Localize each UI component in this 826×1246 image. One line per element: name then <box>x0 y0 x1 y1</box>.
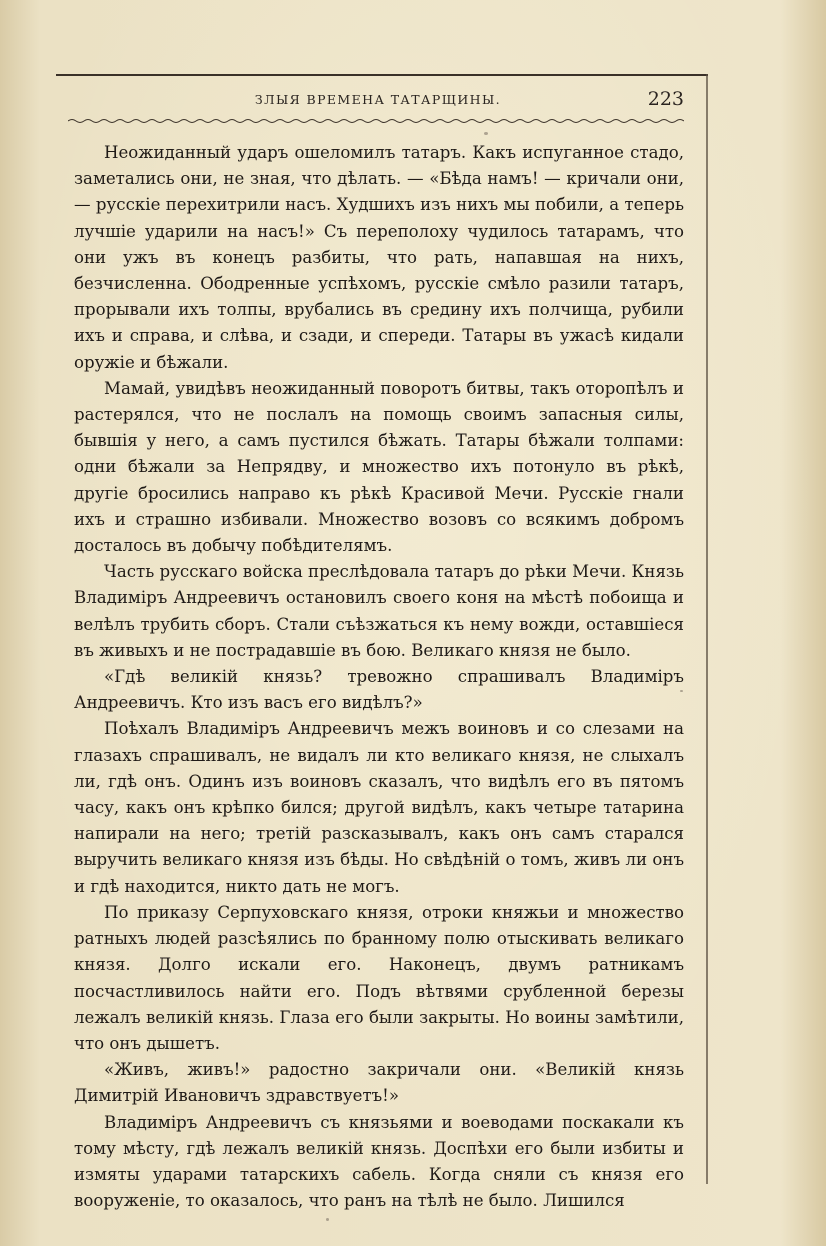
paragraph-1: Неожиданный ударъ ошеломилъ татаръ. Какъ испуганное стадо, заметались они, не зная, что дѣлать. — «Бѣда намъ! — кричали они, — русскіе перехитрили насъ. Худшихъ изъ нихъ мы побили, а теперь лучшіе ударили на насъ!» Съ переполоху чудилось татарамъ, что они ужъ въ конецъ разбиты, что рать, напавшая на нихъ, безчисленна. Ободренные успѣхомъ, русскіе смѣло разили татаръ, прорывали ихъ толпы, врубались въ средину ихъ полчища, рубили ихъ и справа, и слѣва, и сзади, и спереди. Татары въ ужасѣ кидали оружіе и бѣжали. <box>74 143 684 372</box>
paragraph-4: «Гдѣ великій князь? тревожно спрашивалъ Владиміръ Андреевичъ. Кто изъ васъ его видѣлъ?» <box>74 667 684 713</box>
paragraph-7: «Живъ, живъ!» радостно закричали они. «Великій князь Димитрій Ивановичъ здравствуетъ!» <box>74 1060 684 1106</box>
page-number: 223 <box>647 88 684 110</box>
paper-speck <box>680 690 683 692</box>
running-head: ЗЛЫЯ ВРЕМЕНА ТАТАРЩИНЫ. <box>254 92 502 107</box>
paper-speck <box>484 132 488 135</box>
paragraph-6: По приказу Серпуховскаго князя, отроки княжьи и множество ратныхъ людей разсѣялись по бранному полю отыскивать великаго князя. Долго искали его. Наконецъ, двумъ ратникамъ посчастливилось найти его. Подъ вѣтвями срубленной березы лежалъ великій князь. Глаза его были закрыты. Но воины замѣтили, что онъ дышетъ. <box>74 902 684 1053</box>
wavy-header-rule <box>68 118 684 124</box>
body-text <box>74 140 684 1214</box>
paragraph-2: Мамай, увидѣвъ неожиданный поворотъ битвы, такъ оторопѣлъ и растерялся, что не послалъ на помощь своимъ запасныя силы, бывшія у него, а самъ пустился бѣжать. Татары бѣжали толпами: одни бѣжали за Непрядву, и множество ихъ потонуло въ рѣкѣ, другіе бросились направо къ рѣкѣ Красивой Мечи. Русскіе гнали ихъ и страшно избивали. Множество возовъ со всякимъ добромъ досталось въ добычу побѣдителямъ. <box>74 378 684 556</box>
page-frame-top-rule <box>56 74 708 76</box>
paragraph-8: Владиміръ Андреевичъ съ князьями и воеводами поскакали къ тому мѣсту, гдѣ лежалъ великій князь. Доспѣхи его были избиты и измяты ударами татарскихъ сабель. Когда сняли съ князя его вооруженіе, то оказалось, что ранъ на тѣлѣ не было. Лишился <box>74 1112 684 1211</box>
page-header <box>72 90 684 120</box>
paragraph-3: Часть русскаго войска преслѣдовала татаръ до рѣки Мечи. Князь Владиміръ Андреевичъ остановилъ своего коня на мѣстѣ побоища и велѣлъ трубить сборъ. Стали съѣзжаться къ нему вожди, оставшіеся въ живыхъ и не пострадавшіе въ бою. Великаго князя не было. <box>74 562 684 660</box>
page-frame-right-rule <box>706 74 708 1184</box>
paragraph-5: Поѣхалъ Владиміръ Андреевичъ межъ воиновъ и со слезами на глазахъ спрашивалъ, не видалъ ли кто великаго князя, не слыхалъ ли, гдѣ онъ. Одинъ изъ воиновъ сказалъ, что видѣлъ его въ пятомъ часу, какъ онъ крѣпко бился; другой видѣлъ, какъ четыре татарина напирали на него; третій разсказывалъ, какъ онъ самъ старался выручить великаго князя изъ бѣды. Но свѣдѣній о томъ, живъ ли онъ и гдѣ находится, никто дать не могъ. <box>74 719 684 896</box>
paper-speck <box>326 1218 329 1221</box>
